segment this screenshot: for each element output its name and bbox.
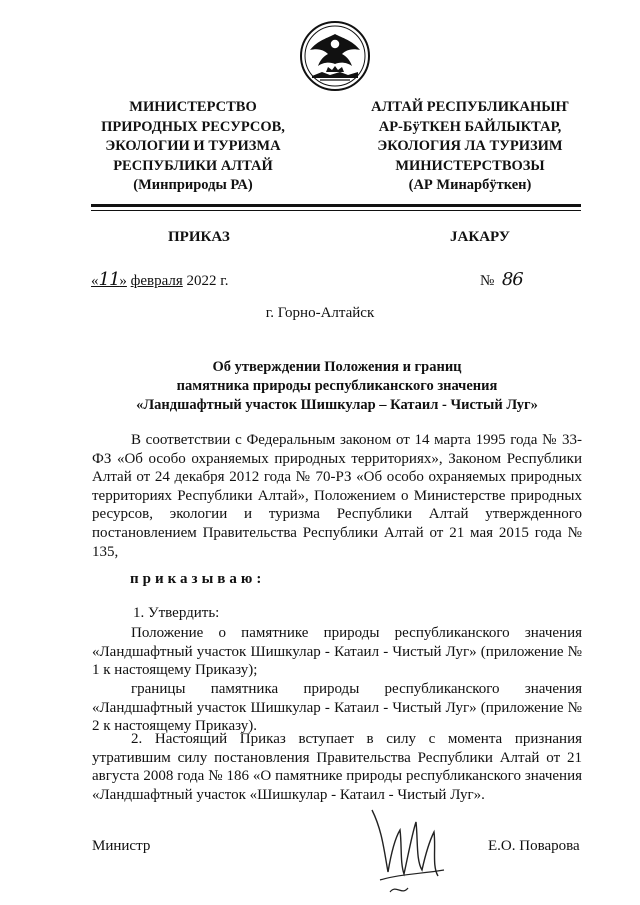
ministry-name-altai [345, 98, 595, 196]
date-day: 11 [98, 269, 120, 290]
order-date [91, 269, 229, 290]
handwritten-signature [360, 800, 460, 900]
item-1-heading: 1. Утвердить: [133, 605, 220, 621]
title-line: Об утверждении Положения и границ [212, 359, 462, 375]
title-line: памятника природы республиканского значения [176, 378, 498, 394]
signatory-position: Министр [92, 838, 151, 854]
preamble-paragraph: В соответствии с Федеральным законом от 14 марта 1995 года № 33-ФЗ «Об особо охраняемых природных территориях», Законом Республики Алтай от 24 декабря 2012 года № 70-РЗ «Об особо охраняемых природных территориях Республики Алтай», Положением о Министерстве природных ресурсов, экологии и туризма Республики Алтай утвержденного постановлением Правительства Республики Алтай от 21 мая 2015 года № 135, [92, 432, 582, 560]
header-divider-thick [91, 204, 581, 207]
title-line: «Ландшафтный участок Шишкулар – Катаил - Чистый Луг» [136, 397, 538, 413]
order-title-altai: JАКАРУ [450, 229, 510, 245]
item-1b-paragraph: границы памятника природы республиканского значения «Ландшафтный участок Шишкулар - Катаил - Чистый Луг» (приложение № 2 к настоящему Приказу). [92, 681, 582, 735]
altai-republic-emblem-icon [298, 20, 372, 92]
number-value: 86 [501, 269, 523, 290]
ministry-line: АР-БÿТКЕН БАЙЛЫКТАР, [378, 118, 562, 135]
ministry-line: ЭКОЛОГИЯ ЛА ТУРИЗИМ [377, 138, 563, 154]
city: г. Горно-Алтайск [265, 305, 375, 321]
item-2-paragraph: 2. Настоящий Приказ вступает в силу с момента признания утратившим силу постановления Правительства Республики Алтай от 21 августа 2008 года № 186 «О памятнике природы республиканского значения «Ландшафтный участок «Шишкулар - Катаил - Чистый Луг». [92, 731, 582, 803]
date-open-quote: « [91, 273, 99, 289]
signatory-name: Е.О. Поварова [488, 838, 580, 854]
date-close-quote: » [119, 273, 127, 289]
ministry-abbr: (Минприроды РА) [133, 177, 253, 193]
order-directive: приказываю: [130, 571, 266, 587]
ministry-line: АЛТАЙ РЕСПУБЛИКАНЫҤ [371, 99, 569, 115]
ministry-abbr: (АР Минарбÿткен) [408, 177, 532, 193]
order-number [480, 269, 523, 290]
date-month: февраля [130, 273, 183, 289]
ministry-line: РЕСПУБЛИКИ АЛТАЙ [113, 157, 273, 174]
ministry-line: МИНИСТЕРСТВО [129, 99, 257, 115]
header-divider-thin [91, 210, 581, 211]
ministry-name-russian [68, 98, 318, 196]
ministry-line: ПРИРОДНЫХ РЕСУРСОВ, [101, 118, 285, 135]
date-year: 2022 г. [186, 273, 229, 289]
ministry-line: МИНИСТЕРСТВОЗЫ [395, 157, 545, 174]
document-title [91, 358, 583, 415]
order-title-russian: ПРИКАЗ [168, 229, 230, 245]
number-sign: № [480, 273, 495, 289]
item-1a-paragraph: Положение о памятнике природы республиканского значения «Ландшафтный участок Шишкулар - Катаил - Чистый Луг» (приложение № 1 к настоящему Приказу); [92, 625, 582, 679]
ministry-line: ЭКОЛОГИИ И ТУРИЗМА [105, 138, 281, 154]
